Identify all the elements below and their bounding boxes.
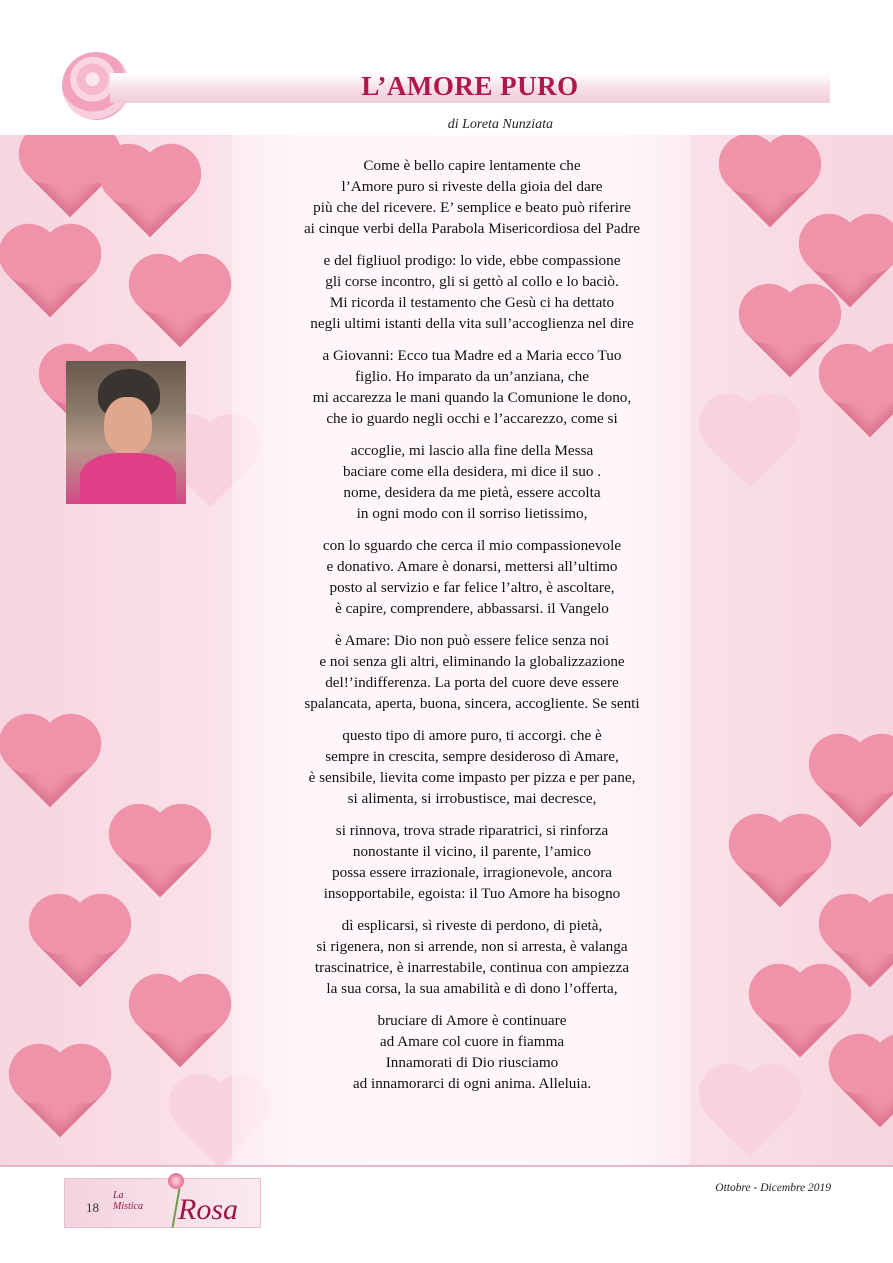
- poem-line: sempre in crescita, sempre desideroso dì Amare,: [325, 748, 619, 765]
- heart-icon: [138, 983, 223, 1068]
- poem-line: insopportabile, egoista: il Tuo Amore ha bisogno: [323, 885, 621, 902]
- poem-line: bruciare di Amore è continuare: [377, 1012, 567, 1029]
- magazine-name-big: Rosa: [178, 1193, 238, 1226]
- poem-line: mi accarezza le mani quando la Comunione le dono,: [312, 389, 632, 406]
- photo-face: [104, 397, 152, 455]
- poem-line: a Giovanni: Ecco tua Madre ed a Maria ecco Tuo: [322, 347, 622, 364]
- photo-body: [80, 453, 176, 504]
- author-line: di Loreta Nunziata: [447, 117, 553, 132]
- poem-line: possa essere irrazionale, irragionevole, ancora: [332, 864, 612, 881]
- poem-line: dì esplicarsi, sì riveste di perdono, di pietà,: [341, 917, 603, 934]
- poem-line: si alimenta, si irrobustisce, mai decresce,: [347, 790, 597, 807]
- poem-text: [232, 155, 712, 1105]
- poem-stanza: [232, 440, 712, 524]
- heart-icon: [738, 823, 823, 908]
- author-photo: [66, 361, 186, 504]
- poem-line: ad Amare col cuore in fiamma: [379, 1033, 565, 1050]
- poem-line: con lo sguardo che cerca il mio compassionevole: [322, 537, 622, 554]
- poem-line: ai cinque verbi della Parabola Misericordiosa del Padre: [303, 220, 641, 237]
- heart-icon: [138, 263, 223, 348]
- poem-stanza: [232, 630, 712, 714]
- heart-icon: [838, 1043, 893, 1128]
- poem-line: si rinnova, trova strade riparatrici, si rinforza: [335, 822, 609, 839]
- heart-icon: [708, 1073, 793, 1158]
- heart-icon: [108, 153, 193, 238]
- poem-line: è capire, comprendere, abbassarsi. il Vangelo: [335, 600, 609, 617]
- heart-icon: [818, 743, 893, 828]
- heart-icon: [758, 973, 843, 1058]
- poem-line: negli ultimi istanti della vita sull’accoglienza nel dire: [310, 315, 634, 332]
- poem-line: gli corse incontro, gli si gettò al collo e lo baciò.: [325, 273, 619, 290]
- poem-stanza: [232, 535, 712, 619]
- poem-stanza: [232, 820, 712, 904]
- poem-line: più che del ricevere. E’ semplice e beato può riferire: [313, 199, 631, 216]
- poem-line: baciare come ella desidera, mi dice il suo .: [342, 463, 602, 480]
- page-title: L’AMORE PURO: [361, 71, 579, 101]
- poem-line: si rigenera, non si arrende, non si arresta, è valanga: [316, 938, 628, 955]
- poem-line: è Amare: Dio non può essere felice senza noi: [334, 632, 610, 649]
- poem-line: che io guardo negli occhi e l’accarezzo, come si: [326, 410, 618, 427]
- heart-icon: [728, 143, 813, 228]
- poem-line: la sua corsa, la sua amabilità e dì dono l’offerta,: [326, 980, 618, 997]
- poem-stanza: [232, 725, 712, 809]
- poem-stanza: [232, 345, 712, 429]
- heart-icon: [8, 233, 93, 318]
- heart-icon: [8, 723, 93, 808]
- poem-line: in ogni modo con il sorriso lietissimo,: [356, 505, 588, 522]
- poem-stanza: [232, 155, 712, 239]
- poem-line: accoglie, mi lascio alla fine della Messa: [350, 442, 594, 459]
- poem-line: nome, desidera da me pietà, essere accolta: [343, 484, 601, 501]
- poem-line: ad innamorarci di ogni anima. Alleluia.: [352, 1075, 592, 1092]
- poem-line: del!’indifferenza. La porta del cuore deve essere: [325, 674, 619, 691]
- footer-divider: [0, 1165, 893, 1167]
- logo-rose-icon: [168, 1173, 184, 1189]
- poem-line: trascinatrice, è inarrestabile, continua con ampiezza: [314, 959, 630, 976]
- poem-line: questo tipo di amore puro, ti accorgi. che è: [342, 727, 602, 744]
- poem-line: Innamorati di Dio riusciamo: [385, 1054, 559, 1071]
- page-number: 18: [86, 1200, 99, 1215]
- magazine-small-line1: La: [113, 1190, 124, 1201]
- poem-line: l’Amore puro si riveste della gioia del dare: [341, 178, 603, 195]
- poem-line: figlio. Ho imparato da un’anziana, che: [354, 368, 590, 385]
- poem-stanza: [232, 915, 712, 999]
- heart-icon: [18, 1053, 103, 1138]
- heart-icon: [708, 403, 793, 488]
- poem-line: posto al servizio e far felice l’altro, è ascoltare,: [329, 579, 615, 596]
- heart-icon: [828, 353, 893, 438]
- magazine-name-small: [113, 1190, 143, 1212]
- poem-stanza: [232, 1010, 712, 1094]
- magazine-small-line2: Mistica: [113, 1201, 143, 1212]
- poem-stanza: [232, 250, 712, 334]
- issue-date: Ottobre - Dicembre 2019: [715, 1182, 831, 1194]
- heart-icon: [118, 813, 203, 898]
- poem-line: nonostante il vicino, il parente, l’amico: [352, 843, 592, 860]
- poem-line: e donativo. Amare è donarsi, mettersi all’ultimo: [326, 558, 618, 575]
- poem-line: Mi ricorda il testamento che Gesù ci ha dettato: [329, 294, 615, 311]
- poem-line: spalancata, aperta, buona, sincera, accogliente. Se senti: [304, 695, 640, 712]
- heart-icon: [38, 903, 123, 988]
- poem-line: e del figliuol prodigo: lo vide, ebbe compassione: [323, 252, 621, 269]
- poem-line: e noi senza gli altri, eliminando la globalizzazione: [319, 653, 625, 670]
- poem-line: Come è bello capire lentamente che: [363, 157, 581, 174]
- poem-line: è sensibile, lievita come impasto per pizza e per pane,: [308, 769, 636, 786]
